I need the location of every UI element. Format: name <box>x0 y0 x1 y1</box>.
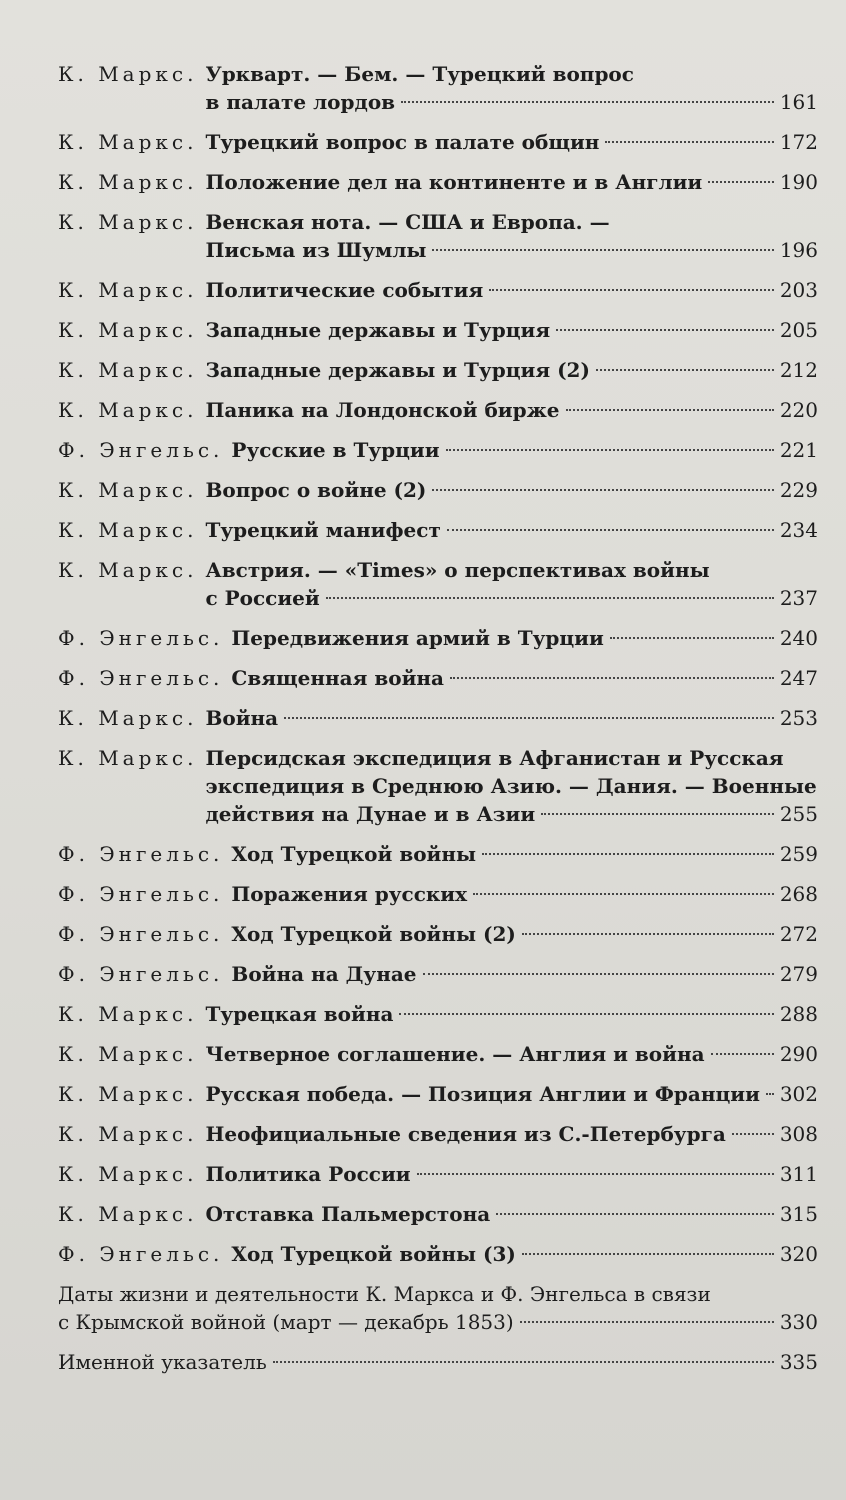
leader-dots <box>432 249 773 251</box>
toc-entry <box>58 1120 818 1148</box>
toc-entry <box>58 664 818 692</box>
entry-title-block <box>231 880 818 908</box>
entry-author: К. Маркс. <box>58 1082 198 1106</box>
entry-title-block <box>231 1240 818 1268</box>
entry-author: К. Маркс. <box>58 1002 198 1026</box>
leader-dots <box>522 1253 774 1255</box>
entry-title-block <box>205 168 818 196</box>
toc-entry <box>58 1240 818 1268</box>
entry-author: К. Маркс. <box>58 706 198 730</box>
entry-author: К. Маркс. <box>58 130 198 154</box>
page-number: 330 <box>779 1310 818 1334</box>
entry-author: Ф. Энгельс. <box>58 666 224 690</box>
leader-dots <box>423 973 774 975</box>
page-number: 315 <box>779 1202 818 1226</box>
leader-dots <box>596 369 774 371</box>
leader-dots <box>482 853 774 855</box>
entry-author: К. Маркс. <box>58 558 198 582</box>
toc-entry <box>58 356 818 384</box>
entry-title-block <box>205 1040 818 1068</box>
leader-dots <box>766 1093 774 1095</box>
appendix-entry <box>58 1280 818 1336</box>
entry-title-block <box>205 516 818 544</box>
page-number: 172 <box>779 130 818 154</box>
toc-entry <box>58 128 818 156</box>
entry-author: К. Маркс. <box>58 1202 198 1226</box>
toc-entry <box>58 316 818 344</box>
entry-title-block <box>205 396 818 424</box>
leader-dots <box>708 181 774 183</box>
entry-title-line: с Россией <box>205 586 320 610</box>
leader-dots <box>326 597 774 599</box>
page-number: 320 <box>779 1242 818 1266</box>
entry-title-block <box>231 436 818 464</box>
entry-author: Ф. Энгельс. <box>58 882 224 906</box>
entry-title-line: Неофициальные сведения из С.-Петербурга <box>205 1122 726 1146</box>
entry-title-block <box>205 556 818 612</box>
page-number: 247 <box>779 666 818 690</box>
entry-title-block <box>231 624 818 652</box>
leader-dots <box>566 409 774 411</box>
toc-entry <box>58 1080 818 1108</box>
leader-dots <box>605 141 773 143</box>
entry-title-block <box>205 1160 818 1188</box>
entry-title-block <box>58 1348 818 1376</box>
leader-dots <box>473 893 774 895</box>
entry-title-line: Уркварт. — Бем. — Турецкий вопрос <box>205 62 634 86</box>
toc-entry <box>58 60 818 116</box>
appendix-entry <box>58 1348 818 1376</box>
entry-title-block <box>205 316 818 344</box>
entry-title-line: Австрия. — «Times» о перспективах войны <box>205 558 710 582</box>
page-number: 212 <box>779 358 818 382</box>
entry-title-block <box>205 128 818 156</box>
entry-author: К. Маркс. <box>58 210 198 234</box>
entry-title-line: Русские в Турции <box>231 438 440 462</box>
entry-title-block <box>205 1000 818 1028</box>
entry-title-block <box>231 840 818 868</box>
entry-author: К. Маркс. <box>58 518 198 542</box>
entry-author: Ф. Энгельс. <box>58 1242 224 1266</box>
entry-title-line: Передвижения армий в Турции <box>231 626 604 650</box>
entry-title-line: Турецкая война <box>205 1002 394 1026</box>
entry-author: Ф. Энгельс. <box>58 962 224 986</box>
entry-title-line: Вопрос о войне (2) <box>205 478 427 502</box>
entry-title-block <box>58 1280 818 1336</box>
toc-entry <box>58 880 818 908</box>
entry-title-line: Поражения русских <box>231 882 468 906</box>
page-number: 288 <box>779 1002 818 1026</box>
entry-title-block <box>205 60 818 116</box>
entry-title-line: Положение дел на континенте и в Англии <box>205 170 703 194</box>
leader-dots <box>556 329 774 331</box>
entry-title-line: Отставка Пальмерстона <box>205 1202 491 1226</box>
entry-author: К. Маркс. <box>58 62 198 86</box>
toc-entry <box>58 436 818 464</box>
entry-author: К. Маркс. <box>58 318 198 342</box>
toc-entry <box>58 920 818 948</box>
page-number: 237 <box>779 586 818 610</box>
entry-title-line: в палате лордов <box>205 90 396 114</box>
entry-title-block <box>205 1200 818 1228</box>
entry-title-line: Священная война <box>231 666 445 690</box>
page-number: 190 <box>779 170 818 194</box>
entry-title-block <box>205 356 818 384</box>
page-number: 196 <box>779 238 818 262</box>
page-number: 335 <box>779 1350 818 1374</box>
entry-title-line: Паника на Лондонской бирже <box>205 398 560 422</box>
entry-title-line: Турецкий вопрос в палате общин <box>205 130 600 154</box>
page-number: 308 <box>779 1122 818 1146</box>
toc-entry <box>58 1160 818 1188</box>
leader-dots <box>284 717 774 719</box>
entry-title-block <box>205 1120 818 1148</box>
leader-dots <box>520 1321 774 1323</box>
entry-title-block <box>205 1080 818 1108</box>
page-number: 255 <box>779 802 818 826</box>
toc-entry <box>58 276 818 304</box>
entry-author: К. Маркс. <box>58 358 198 382</box>
entry-title-line: с Крымской войной (март — декабрь 1853) <box>58 1310 514 1334</box>
page-number: 259 <box>779 842 818 866</box>
entry-author: Ф. Энгельс. <box>58 842 224 866</box>
toc-entry <box>58 704 818 732</box>
page-number: 279 <box>779 962 818 986</box>
page-number: 229 <box>779 478 818 502</box>
entry-title-line: действия на Дунае и в Азии <box>205 802 536 826</box>
toc-entry <box>58 624 818 652</box>
entry-author: Ф. Энгельс. <box>58 626 224 650</box>
leader-dots <box>522 933 774 935</box>
leader-dots <box>496 1213 774 1215</box>
page-number: 240 <box>779 626 818 650</box>
entry-title-line: Турецкий манифест <box>205 518 441 542</box>
leader-dots <box>401 101 774 103</box>
entry-title-line: экспедиция в Среднюю Азию. — Дания. — Военные <box>205 774 817 798</box>
page-number: 203 <box>779 278 818 302</box>
entry-author: К. Маркс. <box>58 398 198 422</box>
entry-title-line: Именной указатель <box>58 1350 267 1374</box>
leader-dots <box>417 1173 774 1175</box>
leader-dots <box>399 1013 773 1015</box>
entry-title-line: Русская победа. — Позиция Англии и Франции <box>205 1082 760 1106</box>
entry-title-block <box>231 920 818 948</box>
leader-dots <box>541 813 774 815</box>
toc-entry <box>58 960 818 988</box>
entry-author: К. Маркс. <box>58 1042 198 1066</box>
leader-dots <box>732 1133 774 1135</box>
page-number: 272 <box>779 922 818 946</box>
entry-author: Ф. Энгельс. <box>58 922 224 946</box>
entry-author: К. Маркс. <box>58 278 198 302</box>
toc-entry <box>58 1040 818 1068</box>
entry-author: К. Маркс. <box>58 170 198 194</box>
leader-dots <box>447 529 774 531</box>
entry-author: К. Маркс. <box>58 746 198 770</box>
page-number: 302 <box>779 1082 818 1106</box>
toc-entry <box>58 476 818 504</box>
entry-author: Ф. Энгельс. <box>58 438 224 462</box>
toc-entry <box>58 208 818 264</box>
entry-title-line: Венская нота. — США и Европа. — <box>205 210 610 234</box>
entry-title-line: Западные державы и Турция (2) <box>205 358 590 382</box>
page-number: 290 <box>779 1042 818 1066</box>
entry-author: К. Маркс. <box>58 1122 198 1146</box>
entry-title-line: Ход Турецкой войны (3) <box>231 1242 516 1266</box>
entry-title-block <box>205 208 818 264</box>
leader-dots <box>273 1361 774 1363</box>
toc-entry <box>58 516 818 544</box>
entry-title-block <box>231 960 818 988</box>
leader-dots <box>432 489 773 491</box>
entry-author: К. Маркс. <box>58 1162 198 1186</box>
toc-entry <box>58 1000 818 1028</box>
entry-title-block <box>205 704 818 732</box>
page-number: 220 <box>779 398 818 422</box>
entry-title-line: Даты жизни и деятельности К. Маркса и Ф. Энгельса в связи <box>58 1282 711 1306</box>
page-number: 253 <box>779 706 818 730</box>
leader-dots <box>450 677 774 679</box>
entry-title-line: Западные державы и Турция <box>205 318 551 342</box>
entry-title-line: Персидская экспедиция в Афганистан и Русская <box>205 746 784 770</box>
page-number: 234 <box>779 518 818 542</box>
entry-title-block <box>205 744 818 828</box>
entry-title-line: Политические события <box>205 278 484 302</box>
page-number: 268 <box>779 882 818 906</box>
page-number: 161 <box>779 90 818 114</box>
page-number: 221 <box>779 438 818 462</box>
entry-title-line: Ход Турецкой войны <box>231 842 477 866</box>
entry-title-line: Война <box>205 706 279 730</box>
leader-dots <box>489 289 774 291</box>
entry-title-block <box>205 476 818 504</box>
leader-dots <box>610 637 774 639</box>
entry-title-line: Письма из Шумлы <box>205 238 427 262</box>
table-of-contents <box>58 60 818 1388</box>
entry-title-block <box>205 276 818 304</box>
page-number: 205 <box>779 318 818 342</box>
entry-title-line: Ход Турецкой войны (2) <box>231 922 516 946</box>
toc-entry <box>58 556 818 612</box>
leader-dots <box>711 1053 774 1055</box>
page-number: 311 <box>779 1162 818 1186</box>
toc-entry <box>58 744 818 828</box>
entry-title-block <box>231 664 818 692</box>
toc-entry <box>58 396 818 424</box>
toc-entry <box>58 1200 818 1228</box>
toc-entry <box>58 168 818 196</box>
entry-title-line: Четверное соглашение. — Англия и война <box>205 1042 705 1066</box>
entry-title-line: Война на Дунае <box>231 962 417 986</box>
entry-title-line: Политика России <box>205 1162 411 1186</box>
leader-dots <box>446 449 774 451</box>
toc-entry <box>58 840 818 868</box>
entry-author: К. Маркс. <box>58 478 198 502</box>
